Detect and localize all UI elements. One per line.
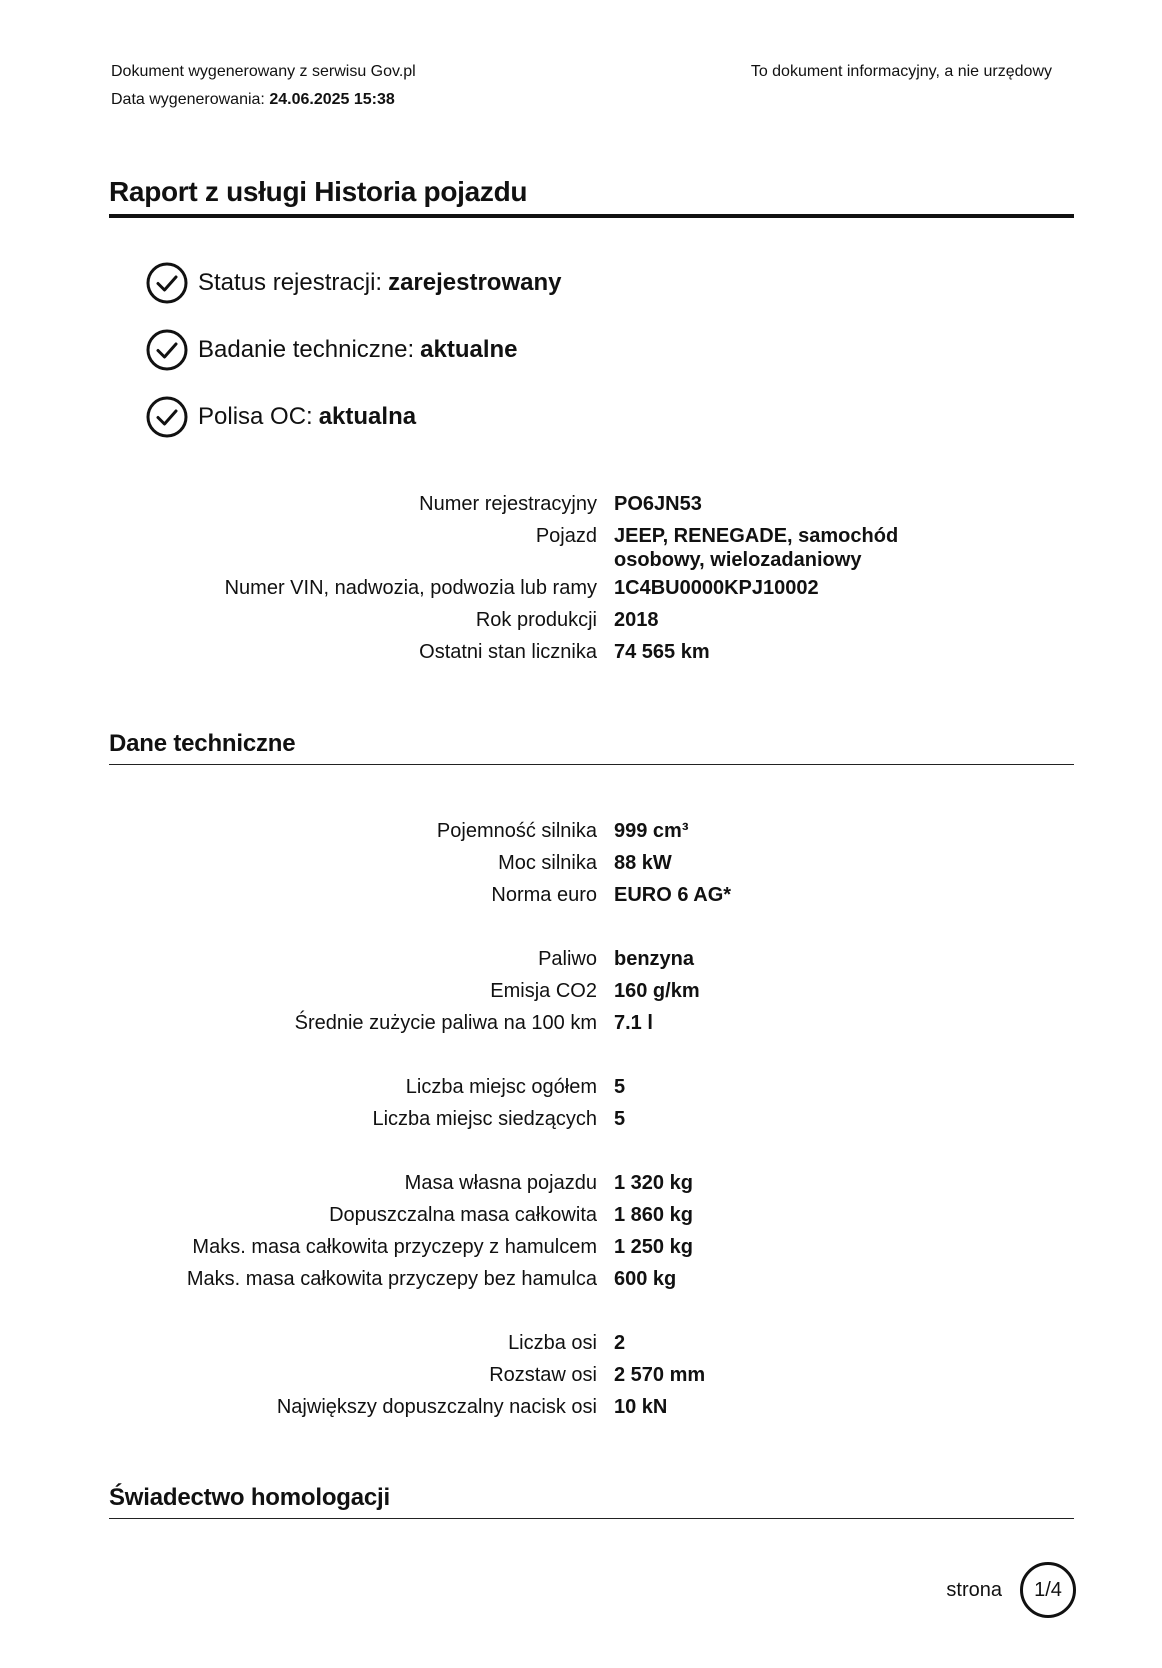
tech-value: 7.1 l (614, 1012, 653, 1034)
tech-row (0, 1199, 1162, 1231)
tech-row (0, 1263, 1162, 1295)
tech-row (0, 1071, 1162, 1103)
row-gap (0, 911, 1162, 943)
row-gap (0, 1135, 1162, 1167)
tech-value: 2 570 mm (614, 1364, 706, 1386)
tech-value: 88 kW (614, 852, 672, 874)
tech-label: Liczba miejsc ogółem (405, 1076, 597, 1098)
tech-value: benzyna (614, 948, 695, 970)
status-value: aktualne (420, 336, 518, 363)
summary-row (0, 604, 1162, 636)
summary-value: 74 565 km (614, 641, 710, 663)
check-circle-icon (146, 329, 188, 371)
tech-row (0, 1231, 1162, 1263)
tech-row (0, 1167, 1162, 1199)
summary-value: JEEP, RENEGADE, samochód osobowy, wielozadaniowy (614, 525, 899, 571)
page-label: strona (946, 1578, 1002, 1601)
summary-label: Numer rejestracyjny (419, 493, 597, 515)
tech-row (0, 1007, 1162, 1039)
status-inspection (146, 329, 562, 371)
tech-row (0, 1391, 1162, 1423)
summary-row (0, 572, 1162, 604)
summary-label: Numer VIN, nadwozia, podwozia lub ramy (224, 577, 597, 599)
tech-label: Największy dopuszczalny nacisk osi (276, 1396, 597, 1418)
tech-label: Maks. masa całkowita przyczepy z hamulcem (192, 1236, 597, 1258)
tech-value: 160 g/km (614, 980, 700, 1002)
status-list (146, 262, 562, 463)
tech-label: Rozstaw osi (489, 1364, 597, 1386)
page-title: Raport z usługi Historia pojazdu (109, 176, 1074, 218)
tech-label: Liczba osi (508, 1332, 597, 1354)
tech-value: 1 320 kg (614, 1172, 693, 1194)
summary-row (0, 488, 1162, 520)
section-heading-technical: Dane techniczne (109, 730, 1074, 765)
tech-value: 10 kN (614, 1396, 668, 1418)
tech-label: Pojemność silnika (436, 820, 597, 842)
summary-label: Pojazd (535, 525, 597, 547)
tech-row (0, 1103, 1162, 1135)
tech-row (0, 975, 1162, 1007)
tech-label: Norma euro (491, 884, 597, 906)
summary-value: 1C4BU0000KPJ10002 (614, 577, 819, 599)
tech-label: Średnie zużycie paliwa na 100 km (294, 1012, 597, 1034)
row-gap (0, 1295, 1162, 1327)
tech-row (0, 1359, 1162, 1391)
summary-label: Rok produkcji (475, 609, 597, 631)
tech-value: 600 kg (614, 1268, 677, 1290)
tech-label: Liczba miejsc siedzących (372, 1108, 597, 1130)
summary-row (0, 636, 1162, 668)
tech-value: 1 250 kg (614, 1236, 693, 1258)
tech-row (0, 815, 1162, 847)
tech-value: 2 (614, 1332, 626, 1354)
status-label: Status rejestracji: (198, 269, 383, 296)
tech-value: 999 cm³ (614, 820, 689, 842)
generated-label: Data wygenerowania: (111, 91, 265, 108)
tech-label: Maks. masa całkowita przyczepy bez hamulca (186, 1268, 597, 1290)
status-label: Badanie techniczne: (198, 336, 415, 363)
disclaimer-text: To dokument informacyjny, a nie urzędowy (750, 63, 1052, 80)
generated-date (111, 86, 416, 114)
tech-row (0, 1327, 1162, 1359)
status-insurance (146, 396, 562, 438)
status-value: zarejestrowany (388, 269, 562, 296)
status-registration (146, 262, 562, 304)
status-value: aktualna (318, 403, 417, 430)
check-circle-icon (146, 396, 188, 438)
technical-data (0, 815, 1162, 1423)
summary-label: Ostatni stan licznika (419, 641, 597, 663)
tech-row (0, 879, 1162, 911)
tech-row (0, 847, 1162, 879)
vehicle-summary (0, 488, 1162, 668)
tech-value: 5 (614, 1076, 626, 1098)
row-gap (0, 1039, 1162, 1071)
section-heading-homologation: Świadectwo homologacji (109, 1484, 1074, 1519)
check-circle-icon (146, 262, 188, 304)
tech-label: Moc silnika (498, 852, 597, 874)
tech-value: EURO 6 AG* (614, 884, 732, 906)
tech-value: 1 860 kg (614, 1204, 693, 1226)
source-text: Dokument wygenerowany z serwisu Gov.pl (111, 63, 416, 80)
generated-value: 24.06.2025 15:38 (269, 91, 395, 108)
tech-label: Paliwo (538, 948, 597, 970)
summary-value: 2018 (614, 609, 659, 631)
tech-value: 5 (614, 1108, 626, 1130)
page-number: 1/4 (1020, 1562, 1076, 1618)
document-header-left (111, 58, 416, 114)
status-label: Polisa OC: (198, 403, 313, 430)
tech-label: Emisja CO2 (490, 980, 597, 1002)
tech-label: Masa własna pojazdu (404, 1172, 597, 1194)
summary-row (0, 520, 1162, 572)
tech-label: Dopuszczalna masa całkowita (329, 1204, 597, 1226)
tech-row (0, 943, 1162, 975)
page-indicator (946, 1562, 1076, 1618)
summary-value: PO6JN53 (614, 493, 702, 515)
